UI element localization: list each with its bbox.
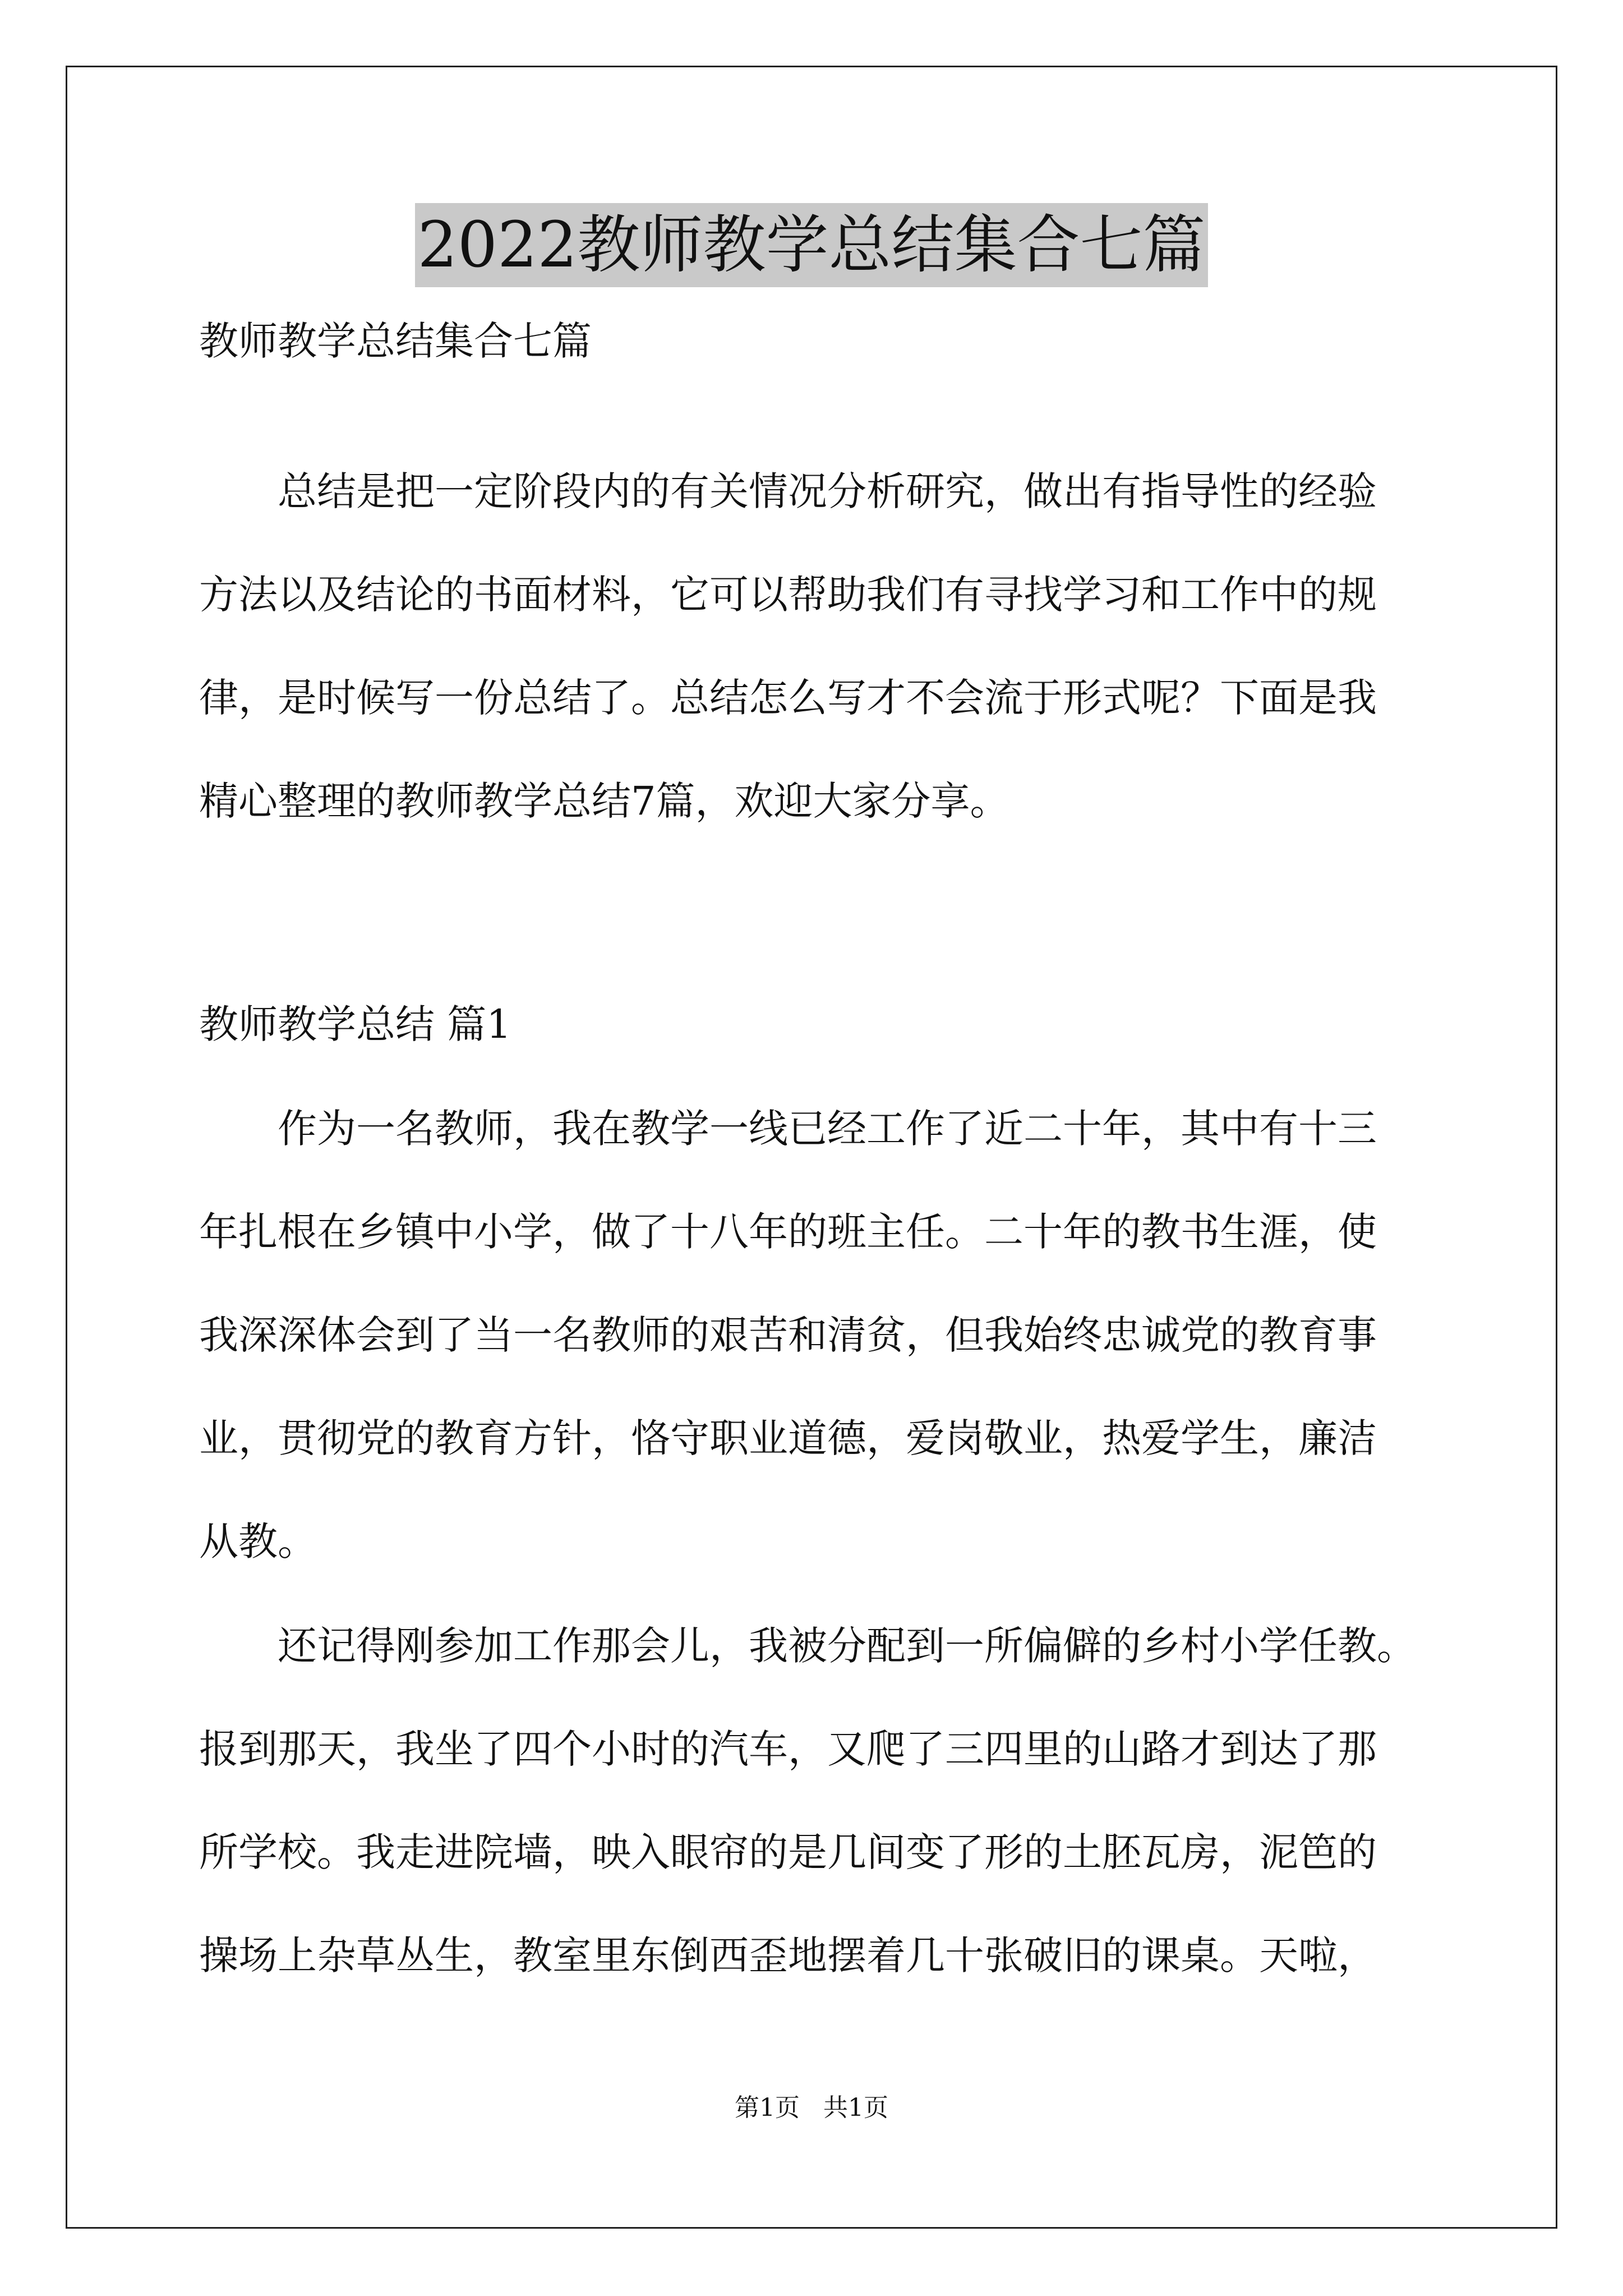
- title-container: [0, 203, 1623, 287]
- paragraph-line: 我深深体会到了当一名教师的艰苦和清贫，但我始终忠诚党的教育事: [199, 1312, 1377, 1358]
- intro-line: 精心整理的教师教学总结7篇，欢迎大家分享。: [199, 778, 1009, 824]
- intro-line: 方法以及结论的书面材料，它可以帮助我们有寻找学习和工作中的规: [199, 572, 1377, 618]
- paragraph-line: 操场上杂草丛生，教室里东倒西歪地摆着几十张破旧的课桌。天啦，: [199, 1932, 1377, 1978]
- paragraph-line: 报到那天，我坐了四个小时的汽车，又爬了三四里的山路才到达了那: [199, 1726, 1377, 1772]
- page-number-total: 共1页: [823, 2093, 888, 2122]
- paragraph-line: 从教。: [199, 1519, 317, 1565]
- intro-line: 律，是时候写一份总结了。总结怎么写才不会流于形式呢？下面是我: [199, 675, 1377, 721]
- section-heading: 教师教学总结 篇1: [199, 1001, 511, 1047]
- paragraph-line: 还记得刚参加工作那会儿，我被分配到一所偏僻的乡村小学任教。: [199, 1623, 1416, 1669]
- paragraph-line: 年扎根在乡镇中小学，做了十八年的班主任。二十年的教书生涯，使: [199, 1209, 1377, 1255]
- paragraph-line: 作为一名教师，我在教学一线已经工作了近二十年，其中有十三: [199, 1106, 1377, 1152]
- page-footer: [0, 2091, 1623, 2125]
- paragraph-line: 所学校。我走进院墙，映入眼帘的是几间变了形的土胚瓦房，泥笆的: [199, 1829, 1377, 1875]
- page-number-current: 第1页: [735, 2093, 800, 2122]
- document-title: 2022教师教学总结集合七篇: [415, 203, 1207, 287]
- intro-line: 总结是把一定阶段内的有关情况分析研究，做出有指导性的经验: [199, 468, 1377, 514]
- document-subtitle: 教师教学总结集合七篇: [199, 318, 592, 364]
- paragraph-line: 业，贯彻党的教育方针，恪守职业道德，爱岗敬业，热爱学生，廉洁: [199, 1415, 1377, 1461]
